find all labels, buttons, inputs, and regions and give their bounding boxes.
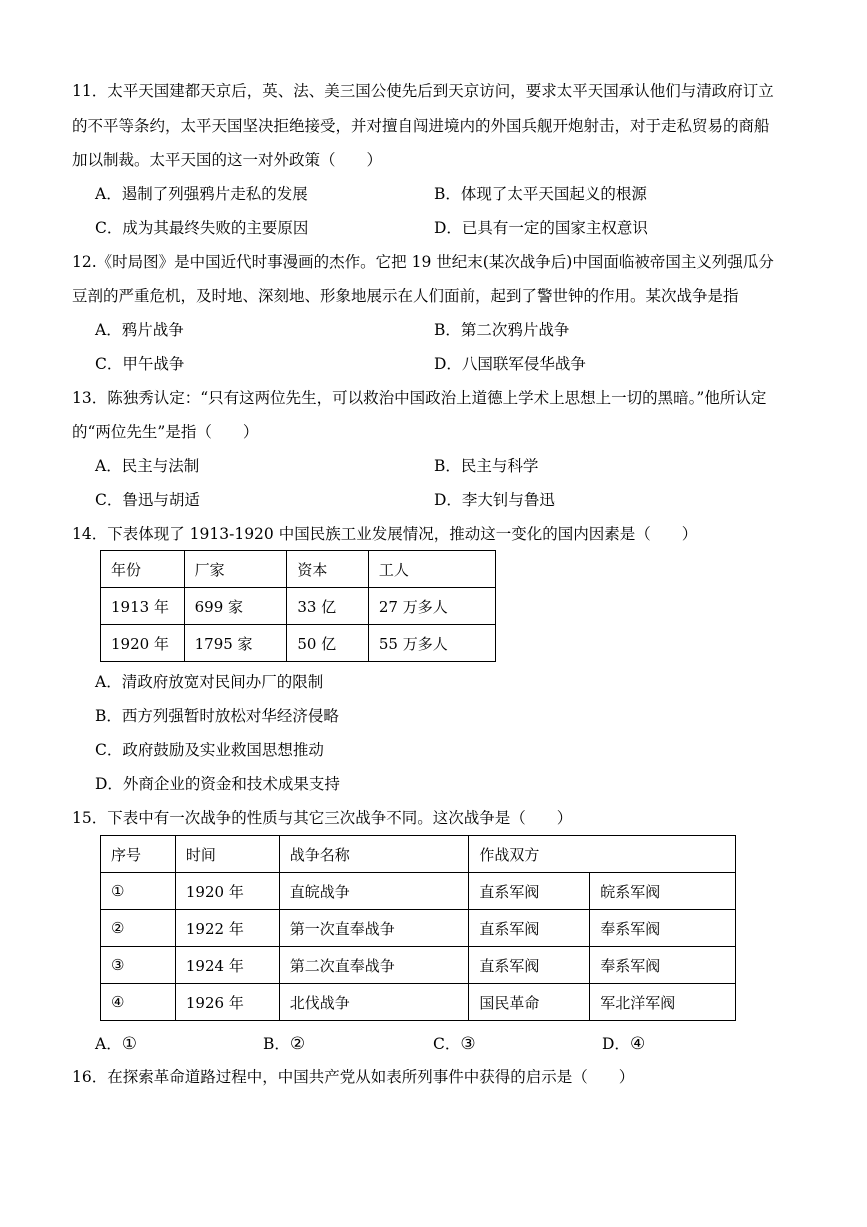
q11-stem-line-1: 11．太平天国建都天京后，英、法、美三国公使先后到天京访问，要求太平天国承认他们与清政府订立 (72, 82, 774, 100)
table-cell: 1922 年 (175, 910, 279, 947)
table-cell: 1924 年 (175, 947, 279, 984)
circled-number: ② (289, 1034, 306, 1054)
table-cell: 军北洋军阀 (590, 984, 736, 1021)
q11-stem-line-3: 加以制裁。太平天国的这一对外政策（ ） (72, 151, 383, 169)
table-cell: 第一次直奉战争 (279, 910, 469, 947)
table-cell: 50 亿 (287, 625, 369, 662)
q14-option-a: A．清政府放宽对民间办厂的限制 (95, 673, 324, 691)
option-letter: D． (602, 1035, 630, 1053)
table-row (101, 910, 736, 947)
q12-stem-line-1: 12.《时局图》是中国近代时事漫画的杰作。它把 19 世纪末(某次战争后)中国面临被帝国主义列强瓜分 (72, 253, 774, 271)
table-header-cell: 序号 (101, 836, 176, 873)
table-header-cell: 时间 (175, 836, 279, 873)
q13-option-b: B．民主与科学 (434, 457, 539, 475)
table-cell: ③ (101, 947, 176, 984)
q11-option-a: A．遏制了列强鸦片走私的发展 (95, 185, 308, 203)
table-header-cell: 年份 (101, 551, 185, 588)
q15-option-a (95, 1032, 137, 1054)
q14-option-d: D．外商企业的资金和技术成果支持 (95, 775, 340, 793)
table-cell: 直系军阀 (469, 947, 590, 984)
table-row (101, 984, 736, 1021)
option-letter: C． (433, 1035, 461, 1053)
q14-stem: 14．下表体现了 1913-1920 中国民族工业发展情况，推动这一变化的国内因素是（ ） (72, 525, 698, 543)
q15-option-d (602, 1032, 645, 1054)
table-header-cell: 厂家 (184, 551, 287, 588)
table-cell: 55 万多人 (368, 625, 495, 662)
table-cell: ① (101, 873, 176, 910)
q11-stem-line-2: 的不平等条约，太平天国坚决拒绝接受，并对擅自闯进境内的外国兵舰开炮射击，对于走私贸易的商船 (72, 117, 770, 135)
circled-number: ③ (460, 1034, 476, 1054)
industry-table (100, 550, 496, 662)
table-cell: 33 亿 (287, 588, 369, 625)
table-cell: 1913 年 (101, 588, 185, 625)
table-cell: 直系军阀 (469, 873, 590, 910)
table-cell: 27 万多人 (368, 588, 495, 625)
war-table (100, 835, 736, 1021)
table-cell: 直皖战争 (279, 873, 469, 910)
table-cell: 1920 年 (175, 873, 279, 910)
q15-answer-row (95, 1032, 775, 1052)
q13-stem-line-2: 的“两位先生”是指（ ） (72, 423, 259, 441)
q12-option-c: C．甲午战争 (95, 355, 185, 373)
table-header-row (101, 551, 496, 588)
table-cell: 北伐战争 (279, 984, 469, 1021)
q11-option-c: C．成为其最终失败的主要原因 (95, 219, 309, 237)
table-cell: 1795 家 (184, 625, 287, 662)
q13-option-c: C．鲁迅与胡适 (95, 491, 200, 509)
table-header-cell: 资本 (287, 551, 369, 588)
q12-option-a: A．鸦片战争 (95, 321, 184, 339)
q15-option-b (263, 1032, 305, 1054)
q15-option-c (433, 1032, 476, 1054)
q11-option-d: D．已具有一定的国家主权意识 (434, 219, 648, 237)
q13-option-a: A．民主与法制 (95, 457, 200, 475)
option-letter: B． (263, 1035, 290, 1053)
q11-option-b: B．体现了太平天国起义的根源 (434, 185, 647, 203)
table-cell: 1920 年 (101, 625, 185, 662)
q12-option-d: D．八国联军侵华战争 (434, 355, 586, 373)
table-header-cell: 战争名称 (279, 836, 469, 873)
table-cell: ④ (101, 984, 176, 1021)
q16-stem: 16．在探索革命道路过程中，中国共产党从如表所列事件中获得的启示是（ ） (72, 1068, 635, 1086)
table-cell: 奉系军阀 (590, 910, 736, 947)
table-cell: 699 家 (184, 588, 287, 625)
q12-option-b: B．第二次鸦片战争 (434, 321, 570, 339)
table-row (101, 873, 736, 910)
table-row (101, 947, 736, 984)
table-cell: ② (101, 910, 176, 947)
circled-number: ① (121, 1034, 137, 1054)
q13-stem-line-1: 13．陈独秀认定：“只有这两位先生，可以救治中国政治上道德上学术上思想上一切的黑暗。”他所认定 (72, 389, 767, 407)
option-letter: A． (95, 1035, 122, 1053)
table-cell: 皖系军阀 (590, 873, 736, 910)
q14-option-c: C．政府鼓励及实业救国思想推动 (95, 741, 324, 759)
table-cell: 奉系军阀 (590, 947, 736, 984)
table-cell: 直系军阀 (469, 910, 590, 947)
q12-stem-line-2: 豆剖的严重危机，及时地、深刻地、形象地展示在人们面前，起到了警世钟的作用。某次战争是指 (72, 287, 739, 305)
table-row (101, 588, 496, 625)
q13-option-d: D．李大钊与鲁迅 (434, 491, 555, 509)
table-cell: 第二次直奉战争 (279, 947, 469, 984)
table-header-cell: 作战双方 (469, 836, 736, 873)
circled-number: ④ (629, 1034, 646, 1054)
table-cell: 1926 年 (175, 984, 279, 1021)
table-cell: 国民革命 (469, 984, 590, 1021)
table-header-cell: 工人 (368, 551, 495, 588)
q15-stem: 15．下表中有一次战争的性质与其它三次战争不同。这次战争是（ ） (72, 809, 573, 827)
q14-option-b: B．西方列强暂时放松对华经济侵略 (95, 707, 339, 725)
table-header-row (101, 836, 736, 873)
table-row (101, 625, 496, 662)
